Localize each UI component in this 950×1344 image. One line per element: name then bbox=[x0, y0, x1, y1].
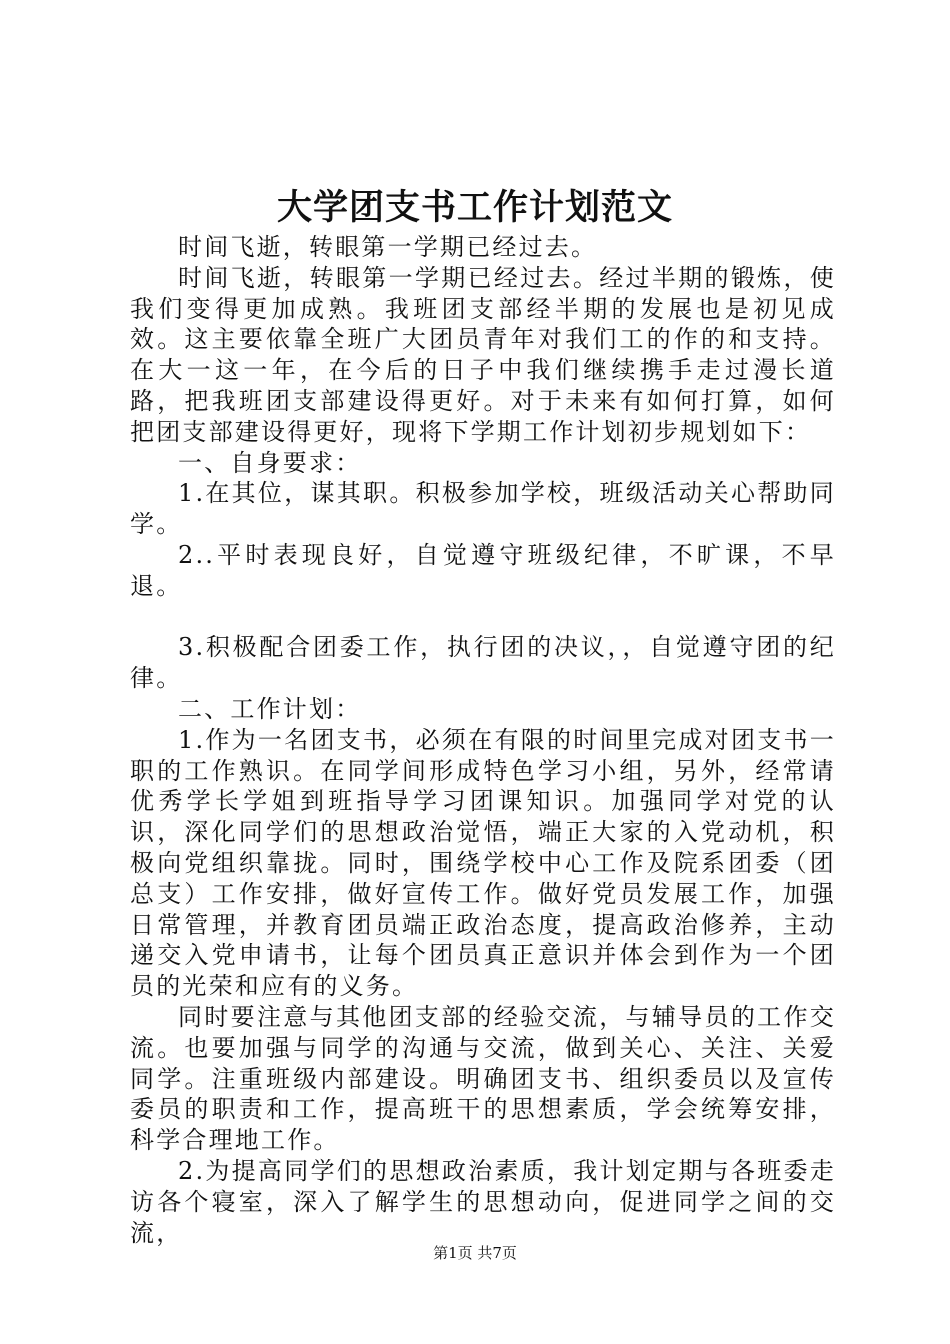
list-item: 2..平时表现良好，自觉遵守班级纪律，不旷课，不早退。 bbox=[130, 540, 836, 600]
paragraph-plan-1: 1.作为一名团支书，必须在有限的时间里完成对团支书一职的工作熟识。在同学间形成特色学习小组，另外，经常请优秀学长学姐到班指导学习团课知识。加强同学对党的认识，深化同学们的思想政治觉悟，端正大家的入党动机，积极向党组织靠拢。同时，围绕学校中心工作及院系团委（团总支）工作安排，做好宣传工作。做好党员发展工作，加强日常管理，并教育团员端正政治态度，提高政治修养，主动递交入党申请书，让每个团员真正意识并体会到作为一个团员的光荣和应有的义务。 bbox=[130, 725, 836, 1001]
list-item: 1.在其位，谋其职。积极参加学校，班级活动关心帮助同学。 bbox=[130, 479, 836, 539]
list-item: 3.积极配合团委工作，执行团的决议，，自觉遵守团的纪律。 bbox=[130, 633, 836, 693]
section-heading-self-requirements: 一、自身要求： bbox=[178, 448, 362, 477]
page-number-footer: 第1页 共7页 bbox=[433, 1244, 517, 1262]
document-title: 大学团支书工作计划范文 bbox=[276, 187, 673, 228]
paragraph-plan-2: 2.为提高同学们的思想政治素质，我计划定期与各班委走访各个寝室，深入了解学生的思想动向，促进同学之间的交流， bbox=[130, 1156, 836, 1247]
paragraph-plan-communication: 同时要注意与其他团支部的经验交流，与辅导员的工作交流。也要加强与同学的沟通与交流，做到关心、关注、关爱同学。注重班级内部建设。明确团支书、组织委员以及宣传委员的职责和工作，提高班干的思想素质，学会统筹安排，科学合理地工作。 bbox=[130, 1002, 836, 1155]
paragraph-intro: 时间飞逝，转眼第一学期已经过去。 bbox=[178, 233, 598, 261]
paragraph-overview: 时间飞逝，转眼第一学期已经过去。经过半期的锻炼，使我们变得更加成熟。我班团支部经半期的发展也是初见成效。这主要依靠全班广大团员青年对我们工的作的和支持。在大一这一年，在今后的日子中我们继续携手走过漫长道路，把我班团支部建设得更好。对于未来有如何打算，如何把团支部建设得更好，现将下学期工作计划初步规划如下： bbox=[130, 263, 836, 446]
section-heading-work-plan: 二、工作计划： bbox=[178, 694, 362, 723]
document-body bbox=[130, 232, 836, 1248]
